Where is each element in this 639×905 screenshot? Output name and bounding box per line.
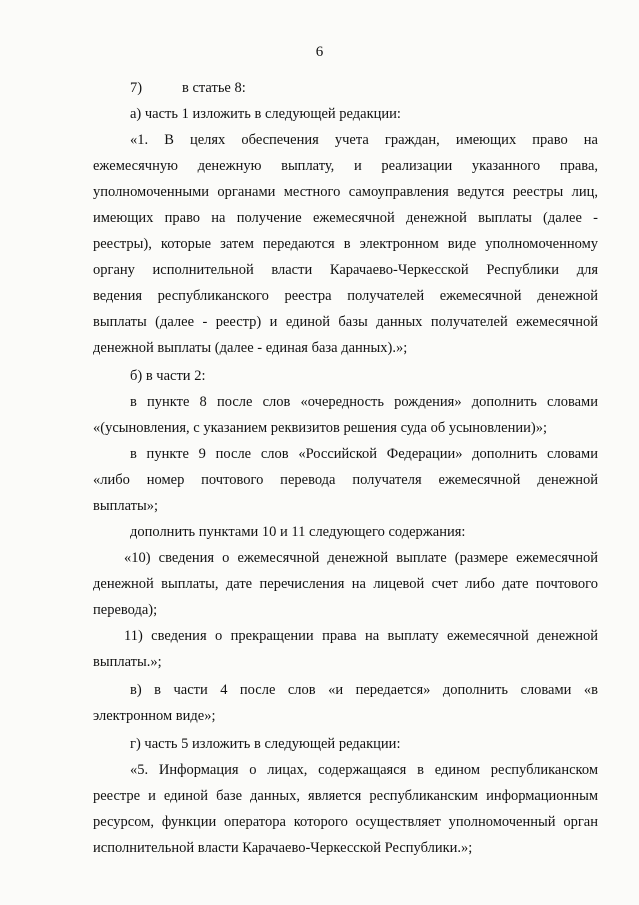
paragraph-line: выплаты.»; [93,654,162,670]
item-number: 7) [130,80,143,96]
item-7-heading [130,79,246,97]
paragraph-line: «1. В целях обеспечения учета граждан, имеющих право на [130,132,598,148]
paragraph-line: выплаты (далее - реестр) и единой базы данных получателей ежемесячной [93,314,598,330]
paragraph-line: «10) сведения о ежемесячной денежной выплате (размере ежемесячной [124,550,598,566]
subitem-b: б) в части 2: [130,368,206,384]
item-text: в статье 8: [182,80,246,96]
paragraph-line: ресурсом, функции оператора которого осуществляет уполномоченный орган [93,814,598,830]
page-number: 6 [315,44,324,60]
subitem-a: а) часть 1 изложить в следующей редакции: [130,106,401,122]
paragraph-line: перевода); [93,602,158,618]
paragraph-line: «(усыновления, с указанием реквизитов решения суда об усыновлении)»; [93,420,547,436]
paragraph-line: реестре и единой базе данных, является республиканским информационным [93,788,598,804]
paragraph-line: органу исполнительной власти Карачаево-Черкесской Республики для [93,262,598,278]
paragraph-line: дополнить пунктами 10 и 11 следующего содержания: [130,524,466,540]
subitem-g: г) часть 5 изложить в следующей редакции: [130,736,401,752]
paragraph-line: в пункте 8 после слов «очередность рождения» дополнить словами [130,394,598,410]
paragraph-line: 11) сведения о прекращении права на выплату ежемесячной денежной [124,628,598,644]
paragraph-line: выплаты»; [93,498,159,514]
paragraph-line: «5. Информация о лицах, содержащаяся в едином республиканском [130,762,598,778]
paragraph-line: денежной выплаты, дате перечисления на лицевой счет либо дате почтового [93,576,598,592]
paragraph-line: уполномоченными органами местного самоуправления ведутся реестры лиц, [93,184,598,200]
paragraph-line: ежемесячную денежную выплату, и реализации указанного права, [93,158,598,174]
paragraph-line: исполнительной власти Карачаево-Черкесской Республики.»; [93,840,473,856]
paragraph-line: денежной выплаты (далее - единая база данных).»; [93,340,408,356]
paragraph-line: в) в части 4 после слов «и передается» дополнить словами «в [130,682,598,698]
paragraph-line: имеющих право на получение ежемесячной денежной выплаты (далее - [93,210,598,226]
paragraph-line: «либо номер почтового перевода получателя ежемесячной денежной [93,472,598,488]
paragraph-line: в пункте 9 после слов «Российской Федерации» дополнить словами [130,446,598,462]
paragraph-line: реестры), которые затем передаются в электронном виде уполномоченному [93,236,598,252]
paragraph-line: ведения республиканского реестра получателей ежемесячной денежной [93,288,598,304]
paragraph-line: электронном виде»; [93,708,216,724]
